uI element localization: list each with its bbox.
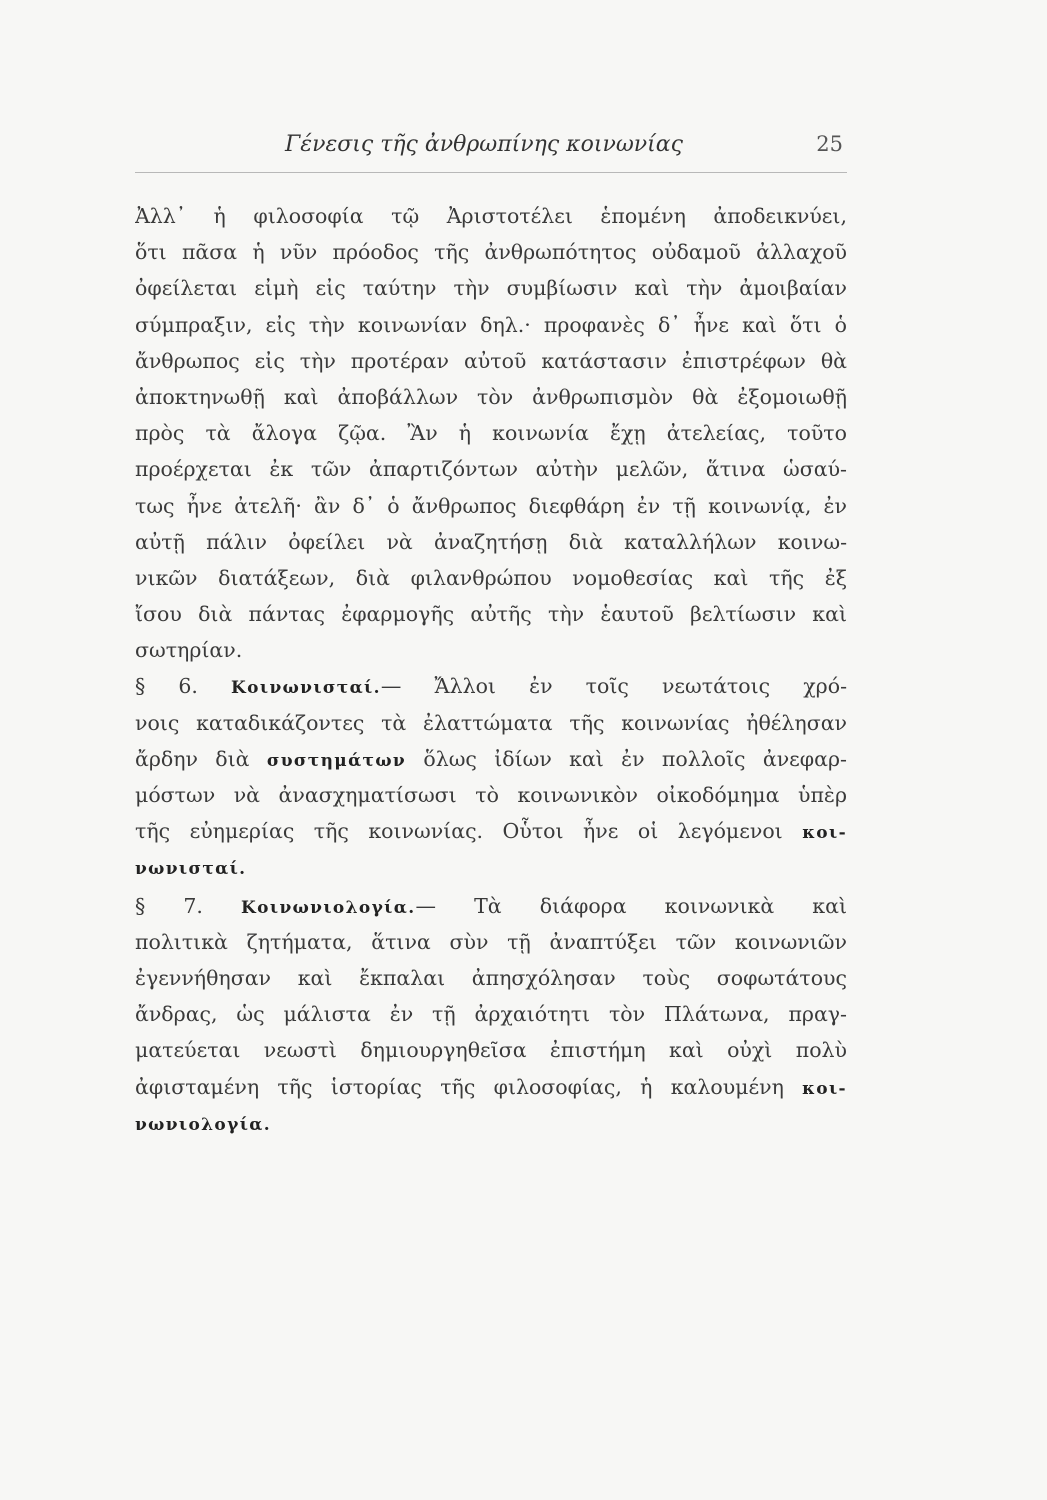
text-line: αὐτῇ πάλιν ὀφείλει νὰ ἀναζητήσῃ διὰ καταλλήλων κοινω- [135, 529, 847, 554]
header-rule [135, 172, 847, 173]
text-line [135, 741, 847, 777]
text-line: ματεύεται νεωστὶ δημιουργηθεῖσα ἐπιστήμη καὶ οὐχὶ πολὺ [135, 1038, 847, 1063]
text-line: προέρχεται ἐκ τῶν ἀπαρτιζόντων αὐτὴν μελῶν, ἅτινα ὡσαύ- [135, 457, 847, 482]
section-7-number: § 7. [135, 893, 203, 918]
text-line: Ἀλλ᾿ ἡ φιλοσοφία τῷ Ἀριστοτέλει ἑπομένη ἀποδεικνύει, [135, 204, 847, 228]
text-line: σύμπραξιν, εἰς τὴν κοινωνίαν δηλ.· προφανὲς δ᾿ ἦνε καὶ ὅτι ὁ [135, 312, 847, 337]
term-sociology-end: νωνιολογία. [135, 1114, 272, 1135]
text-line [135, 1105, 847, 1141]
running-title: Γένεσις τῆς ἀνθρωπίνης κοινωνίας [285, 132, 683, 157]
text-line: ἴσου διὰ πάντας ἐφαρμογῆς αὐτῆς τὴν ἑαυτοῦ βελτίωσιν καὶ [135, 602, 847, 627]
term-socialists-start: κοι- [802, 823, 847, 844]
text-line: ἄνθρωπος εἰς τὴν προτέραν αὐτοῦ κατάστασιν ἐπιστρέφων θὰ [135, 348, 847, 373]
text-fragment: ὅλως ἰδίων καὶ ἐν πολλοῖς ἀνεφαρ- [423, 746, 847, 771]
text-line: νοις καταδικάζοντες τὰ ἐλαττώματα τῆς κοινωνίας ἠθέλησαν [135, 710, 847, 735]
page-number: 25 [816, 132, 843, 156]
term-systems: συστημάτων [266, 750, 407, 771]
text-line: ἄνδρας, ὡς μάλιστα ἐν τῇ ἀρχαιότητι τὸν Πλάτωνα, πραγ- [135, 1002, 847, 1027]
term-socialists-end: νωνισταί. [135, 859, 247, 880]
section-6-dash: — [380, 674, 402, 699]
text-line: ὀφείλεται εἰμὴ εἰς ταύτην τὴν συμβίωσιν καὶ τὴν ἀμοιβαίαν [135, 276, 847, 301]
text-fragment: ἄρδην διὰ [135, 746, 250, 771]
text-line: πρὸς τὰ ἄλογα ζῷα. Ἂν ἡ κοινωνία ἔχῃ ἀτελείας, τοῦτο [135, 421, 847, 446]
section-6-number: § 6. [135, 674, 198, 699]
text-line [135, 849, 847, 885]
text-line: τως ἦνε ἀτελῆ· ἂν δ᾿ ὁ ἄνθρωπος διεφθάρη ἐν τῇ κοινωνίᾳ, ἐν [135, 493, 847, 518]
text-line: ἀποκτηνωθῇ καὶ ἀποβάλλων τὸν ἀνθρωπισμὸν θὰ ἐξομοιωθῇ [135, 384, 847, 409]
text-line: πολιτικὰ ζητήματα, ἅτινα σὺν τῇ ἀναπτύξει τῶν κοινωνιῶν [135, 929, 847, 954]
section-6-line [135, 668, 847, 704]
body-text [135, 198, 847, 1141]
text-line [135, 813, 847, 849]
text-fragment: τῆς εὐημερίας τῆς κοινωνίας. Οὗτοι ἦνε οἱ λεγόμενοι [135, 819, 783, 844]
term-sociology-start: κοι- [802, 1078, 847, 1099]
section-7-dash: — [415, 893, 436, 918]
section-7-first-text: Τὰ διάφορα κοινωνικὰ καὶ [474, 893, 847, 918]
section-7-line [135, 888, 847, 924]
text-line [135, 1069, 847, 1105]
text-line: νικῶν διατάξεων, διὰ φιλανθρώπου νομοθεσίας καὶ τῆς ἐξ [135, 565, 847, 590]
section-7-heading: Κοινωνιολογία. [241, 897, 416, 918]
text-fragment: ἀφισταμένη τῆς ἱστορίας τῆς φιλοσοφίας, ἡ καλουμένη [135, 1074, 784, 1099]
page-header [135, 130, 847, 170]
text-line: σωτηρίαν. [135, 638, 243, 663]
section-6-first-text: Ἄλλοι ἐν τοῖς νεωτάτοις χρό- [434, 674, 847, 699]
text-line: μόστων νὰ ἀνασχηματίσωσι τὸ κοινωνικὸν οἰκοδόμημα ὑπὲρ [135, 783, 847, 807]
text-line: ὅτι πᾶσα ἡ νῦν πρόοδος τῆς ἀνθρωπότητος οὐδαμοῦ ἀλλαχοῦ [135, 240, 847, 265]
section-6-heading: Κοινωνισταί. [231, 678, 381, 699]
text-line: ἐγεννήθησαν καὶ ἔκπαλαι ἀπησχόλησαν τοὺς σοφωτάτους [135, 965, 847, 990]
